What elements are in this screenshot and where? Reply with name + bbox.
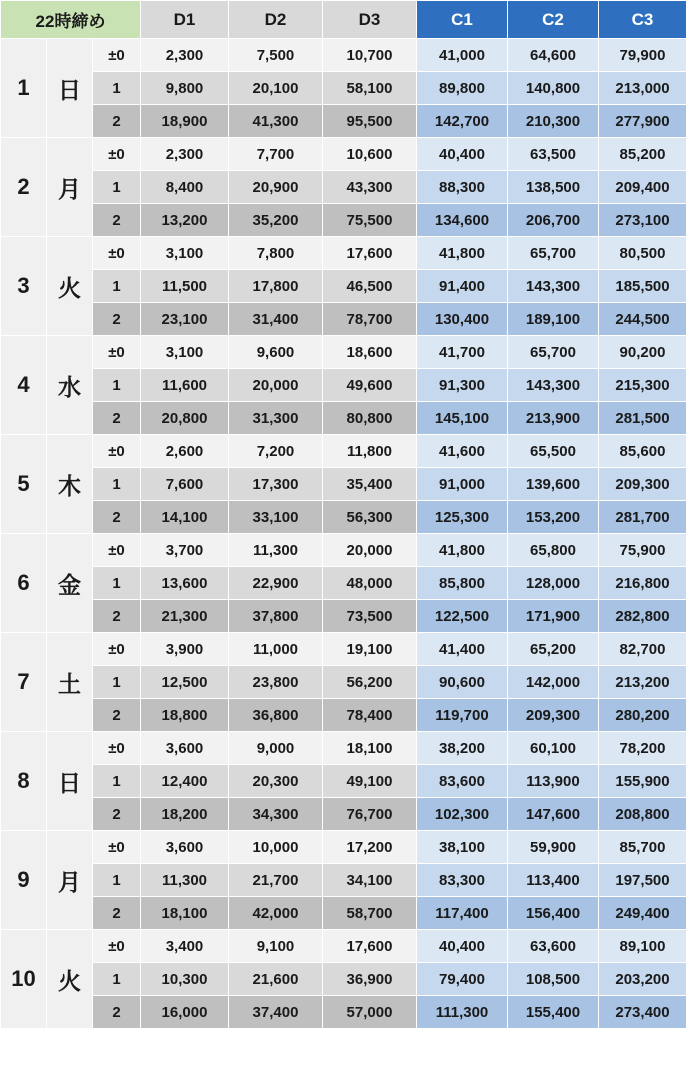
value-cell: 90,200: [599, 336, 686, 369]
value-cell: 12,400: [141, 765, 229, 798]
value-cell: 281,700: [599, 501, 686, 534]
value-cell: 213,900: [508, 402, 599, 435]
corner-label: 22時締め: [1, 1, 141, 39]
value-cell: 18,600: [323, 336, 417, 369]
value-cell: 10,600: [323, 138, 417, 171]
value-cell: 56,200: [323, 666, 417, 699]
table-row: [1, 468, 686, 501]
level-label: 1: [93, 72, 141, 105]
level-label: ±0: [93, 732, 141, 765]
value-cell: 189,100: [508, 303, 599, 336]
value-cell: 49,100: [323, 765, 417, 798]
value-cell: 142,000: [508, 666, 599, 699]
level-label: 2: [93, 897, 141, 930]
value-cell: 20,800: [141, 402, 229, 435]
value-cell: 117,400: [417, 897, 508, 930]
table-row: [1, 336, 686, 369]
table-row: [1, 237, 686, 270]
day-number: 2: [1, 138, 47, 237]
value-cell: 203,200: [599, 963, 686, 996]
value-cell: 130,400: [417, 303, 508, 336]
table-row: [1, 72, 686, 105]
value-cell: 185,500: [599, 270, 686, 303]
table-row: [1, 864, 686, 897]
level-label: 1: [93, 567, 141, 600]
level-label: 1: [93, 864, 141, 897]
value-cell: 41,300: [229, 105, 323, 138]
value-cell: 88,300: [417, 171, 508, 204]
value-cell: 9,100: [229, 930, 323, 963]
value-cell: 91,400: [417, 270, 508, 303]
value-cell: 85,800: [417, 567, 508, 600]
value-cell: 65,800: [508, 534, 599, 567]
value-cell: 80,800: [323, 402, 417, 435]
value-cell: 18,100: [141, 897, 229, 930]
value-cell: 90,600: [417, 666, 508, 699]
table-row: [1, 171, 686, 204]
value-cell: 171,900: [508, 600, 599, 633]
table-row: [1, 699, 686, 732]
value-cell: 210,300: [508, 105, 599, 138]
value-cell: 17,300: [229, 468, 323, 501]
table-row: [1, 369, 686, 402]
value-cell: 249,400: [599, 897, 686, 930]
value-cell: 20,100: [229, 72, 323, 105]
value-cell: 128,000: [508, 567, 599, 600]
weekday-label: 土: [47, 633, 93, 732]
value-cell: 63,500: [508, 138, 599, 171]
value-cell: 95,500: [323, 105, 417, 138]
level-label: 1: [93, 666, 141, 699]
value-cell: 122,500: [417, 600, 508, 633]
value-cell: 23,100: [141, 303, 229, 336]
table-row: [1, 303, 686, 336]
weekday-label: 火: [47, 930, 93, 1029]
value-cell: 83,300: [417, 864, 508, 897]
value-cell: 147,600: [508, 798, 599, 831]
value-cell: 20,300: [229, 765, 323, 798]
weekday-label: 月: [47, 138, 93, 237]
value-cell: 16,000: [141, 996, 229, 1029]
value-cell: 22,900: [229, 567, 323, 600]
value-cell: 10,300: [141, 963, 229, 996]
value-cell: 11,300: [229, 534, 323, 567]
value-cell: 9,600: [229, 336, 323, 369]
value-cell: 36,900: [323, 963, 417, 996]
value-cell: 2,600: [141, 435, 229, 468]
column-header-c2: C2: [508, 1, 599, 39]
value-cell: 31,400: [229, 303, 323, 336]
table-row: [1, 996, 686, 1029]
value-cell: 125,300: [417, 501, 508, 534]
level-label: ±0: [93, 930, 141, 963]
day-number: 7: [1, 633, 47, 732]
value-cell: 142,700: [417, 105, 508, 138]
value-cell: 8,400: [141, 171, 229, 204]
table-row: [1, 897, 686, 930]
value-cell: 17,600: [323, 930, 417, 963]
table-row: [1, 600, 686, 633]
level-label: ±0: [93, 831, 141, 864]
level-label: 2: [93, 798, 141, 831]
table-row: [1, 798, 686, 831]
value-cell: 11,500: [141, 270, 229, 303]
table-row: [1, 204, 686, 237]
table-row: [1, 138, 686, 171]
weekday-label: 日: [47, 39, 93, 138]
value-cell: 3,100: [141, 336, 229, 369]
table-row: [1, 105, 686, 138]
value-cell: 41,700: [417, 336, 508, 369]
value-cell: 3,600: [141, 732, 229, 765]
value-cell: 102,300: [417, 798, 508, 831]
value-cell: 209,300: [508, 699, 599, 732]
value-cell: 208,800: [599, 798, 686, 831]
value-cell: 40,400: [417, 930, 508, 963]
weekday-label: 金: [47, 534, 93, 633]
value-cell: 56,300: [323, 501, 417, 534]
value-cell: 41,600: [417, 435, 508, 468]
table-body: [1, 39, 686, 1029]
value-cell: 41,800: [417, 534, 508, 567]
table-row: [1, 963, 686, 996]
table-row: [1, 270, 686, 303]
value-cell: 7,700: [229, 138, 323, 171]
value-cell: 80,500: [599, 237, 686, 270]
value-cell: 37,400: [229, 996, 323, 1029]
value-cell: 3,700: [141, 534, 229, 567]
value-cell: 17,600: [323, 237, 417, 270]
weekday-label: 水: [47, 336, 93, 435]
value-cell: 3,600: [141, 831, 229, 864]
value-cell: 34,100: [323, 864, 417, 897]
value-cell: 91,000: [417, 468, 508, 501]
value-cell: 85,600: [599, 435, 686, 468]
value-cell: 9,800: [141, 72, 229, 105]
value-cell: 42,000: [229, 897, 323, 930]
level-label: 1: [93, 270, 141, 303]
value-cell: 20,900: [229, 171, 323, 204]
value-cell: 19,100: [323, 633, 417, 666]
value-cell: 31,300: [229, 402, 323, 435]
header-row: [1, 1, 686, 39]
value-cell: 9,000: [229, 732, 323, 765]
value-cell: 58,100: [323, 72, 417, 105]
level-label: 1: [93, 369, 141, 402]
value-cell: 14,100: [141, 501, 229, 534]
value-cell: 36,800: [229, 699, 323, 732]
column-header-d3: D3: [323, 1, 417, 39]
value-cell: 65,700: [508, 336, 599, 369]
value-cell: 41,400: [417, 633, 508, 666]
value-cell: 7,800: [229, 237, 323, 270]
value-cell: 35,400: [323, 468, 417, 501]
value-cell: 138,500: [508, 171, 599, 204]
value-cell: 113,900: [508, 765, 599, 798]
weekday-label: 日: [47, 732, 93, 831]
level-label: ±0: [93, 237, 141, 270]
value-cell: 38,200: [417, 732, 508, 765]
value-cell: 143,300: [508, 369, 599, 402]
value-cell: 23,800: [229, 666, 323, 699]
value-cell: 60,100: [508, 732, 599, 765]
value-cell: 85,700: [599, 831, 686, 864]
value-cell: 18,900: [141, 105, 229, 138]
day-number: 6: [1, 534, 47, 633]
value-cell: 40,400: [417, 138, 508, 171]
value-cell: 156,400: [508, 897, 599, 930]
value-cell: 277,900: [599, 105, 686, 138]
level-label: 2: [93, 402, 141, 435]
value-cell: 58,700: [323, 897, 417, 930]
value-cell: 89,100: [599, 930, 686, 963]
value-cell: 281,500: [599, 402, 686, 435]
level-label: ±0: [93, 138, 141, 171]
level-label: 1: [93, 171, 141, 204]
table-row: [1, 402, 686, 435]
value-cell: 21,300: [141, 600, 229, 633]
value-cell: 91,300: [417, 369, 508, 402]
value-cell: 280,200: [599, 699, 686, 732]
value-cell: 38,100: [417, 831, 508, 864]
value-cell: 76,700: [323, 798, 417, 831]
value-cell: 209,300: [599, 468, 686, 501]
value-cell: 21,700: [229, 864, 323, 897]
value-cell: 139,600: [508, 468, 599, 501]
table-row: [1, 930, 686, 963]
value-cell: 17,200: [323, 831, 417, 864]
value-cell: 273,100: [599, 204, 686, 237]
level-label: 1: [93, 963, 141, 996]
day-number: 9: [1, 831, 47, 930]
value-cell: 273,400: [599, 996, 686, 1029]
value-cell: 41,800: [417, 237, 508, 270]
value-cell: 79,400: [417, 963, 508, 996]
level-label: 2: [93, 204, 141, 237]
table-row: [1, 666, 686, 699]
table-row: [1, 435, 686, 468]
value-cell: 7,500: [229, 39, 323, 72]
level-label: 2: [93, 105, 141, 138]
column-header-c3: C3: [599, 1, 686, 39]
value-cell: 37,800: [229, 600, 323, 633]
value-cell: 213,200: [599, 666, 686, 699]
value-cell: 209,400: [599, 171, 686, 204]
weekday-label: 火: [47, 237, 93, 336]
day-number: 10: [1, 930, 47, 1029]
table-row: [1, 831, 686, 864]
value-cell: 65,700: [508, 237, 599, 270]
value-cell: 197,500: [599, 864, 686, 897]
value-cell: 78,200: [599, 732, 686, 765]
value-cell: 78,700: [323, 303, 417, 336]
value-cell: 65,200: [508, 633, 599, 666]
column-header-c1: C1: [417, 1, 508, 39]
weekday-label: 木: [47, 435, 93, 534]
value-cell: 85,200: [599, 138, 686, 171]
level-label: 2: [93, 600, 141, 633]
value-cell: 111,300: [417, 996, 508, 1029]
day-number: 8: [1, 732, 47, 831]
level-label: 2: [93, 303, 141, 336]
value-cell: 21,600: [229, 963, 323, 996]
level-label: ±0: [93, 534, 141, 567]
value-cell: 215,300: [599, 369, 686, 402]
weekday-label: 月: [47, 831, 93, 930]
level-label: ±0: [93, 435, 141, 468]
day-number: 3: [1, 237, 47, 336]
value-cell: 13,200: [141, 204, 229, 237]
value-cell: 35,200: [229, 204, 323, 237]
level-label: 2: [93, 996, 141, 1029]
value-cell: 48,000: [323, 567, 417, 600]
day-number: 1: [1, 39, 47, 138]
day-number: 5: [1, 435, 47, 534]
value-cell: 134,600: [417, 204, 508, 237]
day-number: 4: [1, 336, 47, 435]
value-cell: 244,500: [599, 303, 686, 336]
value-cell: 20,000: [323, 534, 417, 567]
level-label: ±0: [93, 39, 141, 72]
value-cell: 3,100: [141, 237, 229, 270]
value-cell: 3,900: [141, 633, 229, 666]
level-label: 2: [93, 501, 141, 534]
value-cell: 282,800: [599, 600, 686, 633]
value-cell: 108,500: [508, 963, 599, 996]
value-cell: 153,200: [508, 501, 599, 534]
value-cell: 3,400: [141, 930, 229, 963]
value-cell: 73,500: [323, 600, 417, 633]
value-cell: 64,600: [508, 39, 599, 72]
value-cell: 13,600: [141, 567, 229, 600]
value-cell: 33,100: [229, 501, 323, 534]
value-cell: 11,000: [229, 633, 323, 666]
value-cell: 75,900: [599, 534, 686, 567]
value-cell: 17,800: [229, 270, 323, 303]
value-cell: 140,800: [508, 72, 599, 105]
value-cell: 46,500: [323, 270, 417, 303]
value-cell: 155,900: [599, 765, 686, 798]
value-cell: 18,800: [141, 699, 229, 732]
table-row: [1, 732, 686, 765]
value-cell: 79,900: [599, 39, 686, 72]
value-cell: 59,900: [508, 831, 599, 864]
value-cell: 206,700: [508, 204, 599, 237]
value-cell: 2,300: [141, 138, 229, 171]
value-cell: 18,200: [141, 798, 229, 831]
value-cell: 11,300: [141, 864, 229, 897]
value-cell: 12,500: [141, 666, 229, 699]
level-label: ±0: [93, 336, 141, 369]
value-cell: 10,700: [323, 39, 417, 72]
value-cell: 57,000: [323, 996, 417, 1029]
value-cell: 18,100: [323, 732, 417, 765]
value-cell: 41,000: [417, 39, 508, 72]
value-cell: 78,400: [323, 699, 417, 732]
value-cell: 65,500: [508, 435, 599, 468]
value-cell: 7,200: [229, 435, 323, 468]
value-cell: 145,100: [417, 402, 508, 435]
value-cell: 2,300: [141, 39, 229, 72]
level-label: 2: [93, 699, 141, 732]
value-cell: 216,800: [599, 567, 686, 600]
table-row: [1, 534, 686, 567]
column-header-d1: D1: [141, 1, 229, 39]
value-cell: 119,700: [417, 699, 508, 732]
table-row: [1, 39, 686, 72]
value-cell: 11,600: [141, 369, 229, 402]
value-cell: 7,600: [141, 468, 229, 501]
value-cell: 20,000: [229, 369, 323, 402]
level-label: 1: [93, 468, 141, 501]
value-cell: 11,800: [323, 435, 417, 468]
value-cell: 143,300: [508, 270, 599, 303]
value-cell: 10,000: [229, 831, 323, 864]
value-cell: 213,000: [599, 72, 686, 105]
level-label: ±0: [93, 633, 141, 666]
table-row: [1, 501, 686, 534]
level-label: 1: [93, 765, 141, 798]
table-row: [1, 765, 686, 798]
table-row: [1, 633, 686, 666]
value-cell: 83,600: [417, 765, 508, 798]
column-header-d2: D2: [229, 1, 323, 39]
value-cell: 34,300: [229, 798, 323, 831]
value-cell: 89,800: [417, 72, 508, 105]
value-cell: 75,500: [323, 204, 417, 237]
value-cell: 63,600: [508, 930, 599, 963]
value-cell: 155,400: [508, 996, 599, 1029]
value-cell: 82,700: [599, 633, 686, 666]
value-cell: 49,600: [323, 369, 417, 402]
value-cell: 113,400: [508, 864, 599, 897]
table-row: [1, 567, 686, 600]
value-cell: 43,300: [323, 171, 417, 204]
